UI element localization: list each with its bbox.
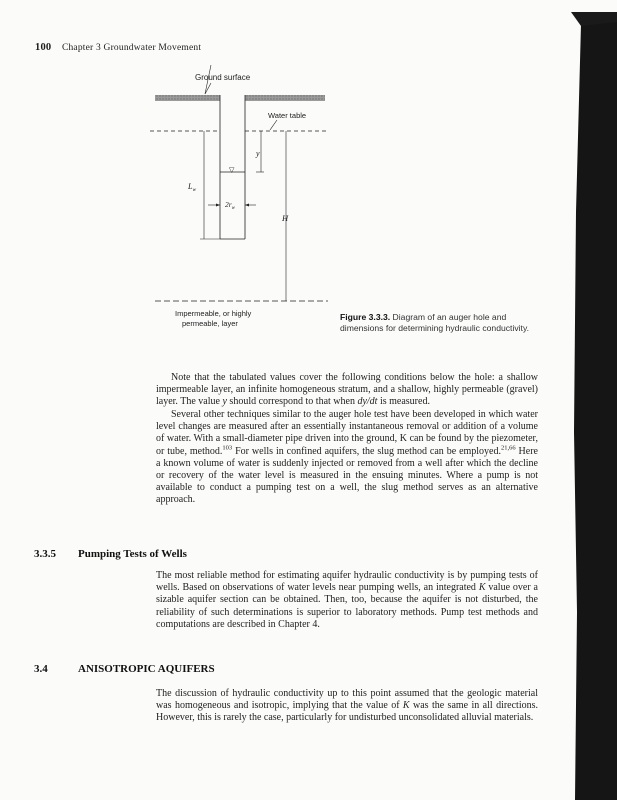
impermeable-label-line2: permeable, layer bbox=[182, 319, 238, 328]
diameter-label: $2r_w$ bbox=[225, 200, 236, 211]
section-heading-3-4 bbox=[34, 663, 215, 675]
lw-label: $L_w$ bbox=[188, 182, 197, 193]
section-3-3-5-text: The most reliable method for estimating aquifer hydraulic conductivity is by pumping tests of wells. Based on observations of water levels near pumping wells, an integrated K value over a sizable aquifer section can be obtained. Then, too, because the aquifer is not disturbed, the reliability of such determinations is superior to laboratory methods. Pump test methods and computations are described in Chapter 4. bbox=[156, 570, 538, 630]
ground-surface-left bbox=[155, 95, 220, 101]
figure-caption bbox=[340, 312, 536, 334]
water-table-leader bbox=[270, 120, 277, 130]
ground-surface-label: Ground surface bbox=[195, 73, 251, 82]
scan-binding-edge bbox=[537, 12, 617, 800]
figure-caption-text: Diagram of an auger hole and dimensions for determining hydraulic conductivity. bbox=[340, 312, 529, 333]
y-label: y bbox=[256, 149, 260, 158]
section-title: Pumping Tests of Wells bbox=[78, 548, 187, 560]
auger-hole-diagram bbox=[150, 65, 340, 345]
water-table-label: Water table bbox=[268, 111, 307, 120]
water-level-symbol: ▽ bbox=[229, 166, 235, 174]
h-label: H bbox=[282, 213, 289, 223]
body-paragraph-1: Note that the tabulated values cover the following conditions below the hole: a shallow impermeable layer, an infinite homogeneous stratum, and a shallow, highly permeable (gravel) layer. The value y should correspond to that when dy/dt is measured. bbox=[156, 372, 538, 408]
impermeable-label-line1: Impermeable, or highly bbox=[175, 309, 252, 318]
ground-surface-right bbox=[245, 95, 325, 101]
running-title: Chapter 3 Groundwater Movement bbox=[61, 43, 202, 53]
section-3-4-text: The discussion of hydraulic conductivity up to this point assumed that the geologic material was homogeneous and isotropic, implying that the value of K was the same in all directions. However, this is rarely the case, particularly for undisturbed unconsolidated alluvial materials. bbox=[156, 688, 538, 724]
section-title: ANISOTROPIC AQUIFERS bbox=[78, 663, 215, 675]
body-paragraph-2: Several other techniques similar to the auger hole test have been developed in which water level changes are measured after an essentially instantaneous removal or addition of a volume of water. With a small-diameter pipe driven into the ground, K can be found by the piezometer, or tube, method.$^{103}$ For wells in confined aquifers, the slug method can be employed.$^{21,66}$ Here a known volume of water is suddenly injected or removed from a well after which the decline or recovery of the water level is measured in the ensuing minutes. Where a pump is not available to conduct a pumping test on a well, the slug method serves as an alternative approach. bbox=[156, 409, 538, 506]
page-header bbox=[35, 42, 201, 53]
section-number: 3.3.5 bbox=[34, 548, 56, 560]
page-number: 100 bbox=[35, 42, 52, 53]
section-heading-3-3-5 bbox=[34, 548, 187, 560]
figure-caption-label: Figure 3.3.3. bbox=[340, 312, 391, 322]
section-number: 3.4 bbox=[34, 663, 48, 675]
